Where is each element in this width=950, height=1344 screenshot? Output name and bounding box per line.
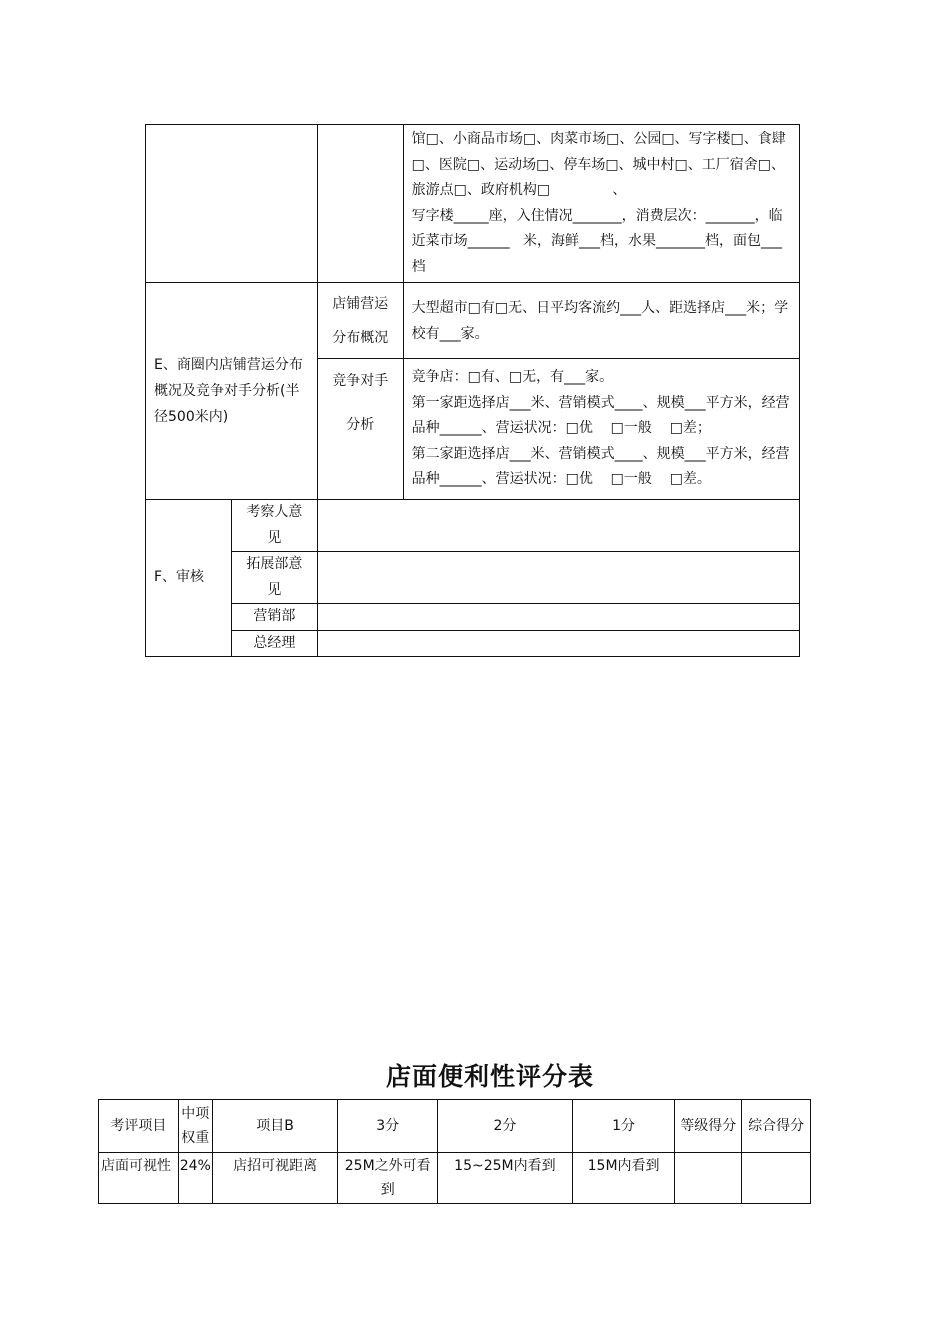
review-field-gm[interactable]	[317, 630, 799, 657]
review-label-expansion: 拓展部意见	[231, 552, 317, 604]
competitor-content: 竞争店：□有、□无，有___家。 第一家距选择店___米、营销模式____、规模___平方米，经营品种______、营运状况：□优 □一般 □差； 第二家距选择店___米、营销模式____、规模___平方米，经营品种______、营运状况：□优 □一般 □差。	[403, 359, 799, 500]
blank-cell	[317, 125, 403, 283]
header-cell: 等级得分	[675, 1100, 742, 1153]
review-field-marketing[interactable]	[317, 604, 799, 631]
header-cell: 综合得分	[742, 1100, 811, 1153]
review-field-expansion[interactable]	[317, 552, 799, 604]
header-cell: 3分	[338, 1100, 438, 1153]
review-label-inspector: 考察人意见	[231, 500, 317, 552]
header-cell: 考评项目	[99, 1100, 179, 1153]
section-e-label: E、商圈内店铺营运分布概况及竞争对手分析(半径500米内)	[146, 283, 318, 500]
site-evaluation-form	[145, 124, 800, 657]
grade-score-field[interactable]	[675, 1153, 742, 1204]
header-cell: 2分	[438, 1100, 573, 1153]
total-score-field[interactable]	[742, 1153, 811, 1204]
competitor-label: 竞争对手 分析	[317, 359, 403, 500]
table-cell: 25M之外可看到	[338, 1153, 438, 1204]
table-cell: 店面可视性	[99, 1153, 179, 1204]
table-cell: 24%	[178, 1153, 212, 1204]
header-cell: 1分	[572, 1100, 675, 1153]
blank-cell	[146, 125, 318, 283]
review-label-marketing: 营销部	[231, 604, 317, 631]
surroundings-text: 馆□、小商品市场□、肉菜市场□、公园□、写字楼□、食肆□、医院□、运动场□、停车场□、城中村□、工厂宿舍□、旅游点□、政府机构□ 、 写字楼_____座，入住情况_______，消费层次：_______，临近菜市场______ 米，海鲜___档，水果_______档，面包___档	[411, 131, 786, 275]
store-ops-content: 大型超市□有□无、日平均客流约___人、距选择店___米；学校有___家。	[403, 283, 799, 359]
section-f-label: F、审核	[146, 500, 232, 657]
table-cell: 15M内看到	[572, 1153, 675, 1204]
header-cell: 中项权重	[178, 1100, 212, 1153]
review-label-gm: 总经理	[231, 630, 317, 657]
review-field-inspector[interactable]	[317, 500, 799, 552]
score-table-title: 店面便利性评分表	[385, 1062, 594, 1091]
store-ops-label: 店铺营运 分布概况	[317, 283, 403, 359]
convenience-score-table	[98, 1099, 811, 1204]
surroundings-cell	[403, 125, 799, 283]
table-cell: 店招可视距离	[212, 1153, 338, 1204]
table-cell: 15~25M内看到	[438, 1153, 573, 1204]
header-cell: 项目B	[212, 1100, 338, 1153]
